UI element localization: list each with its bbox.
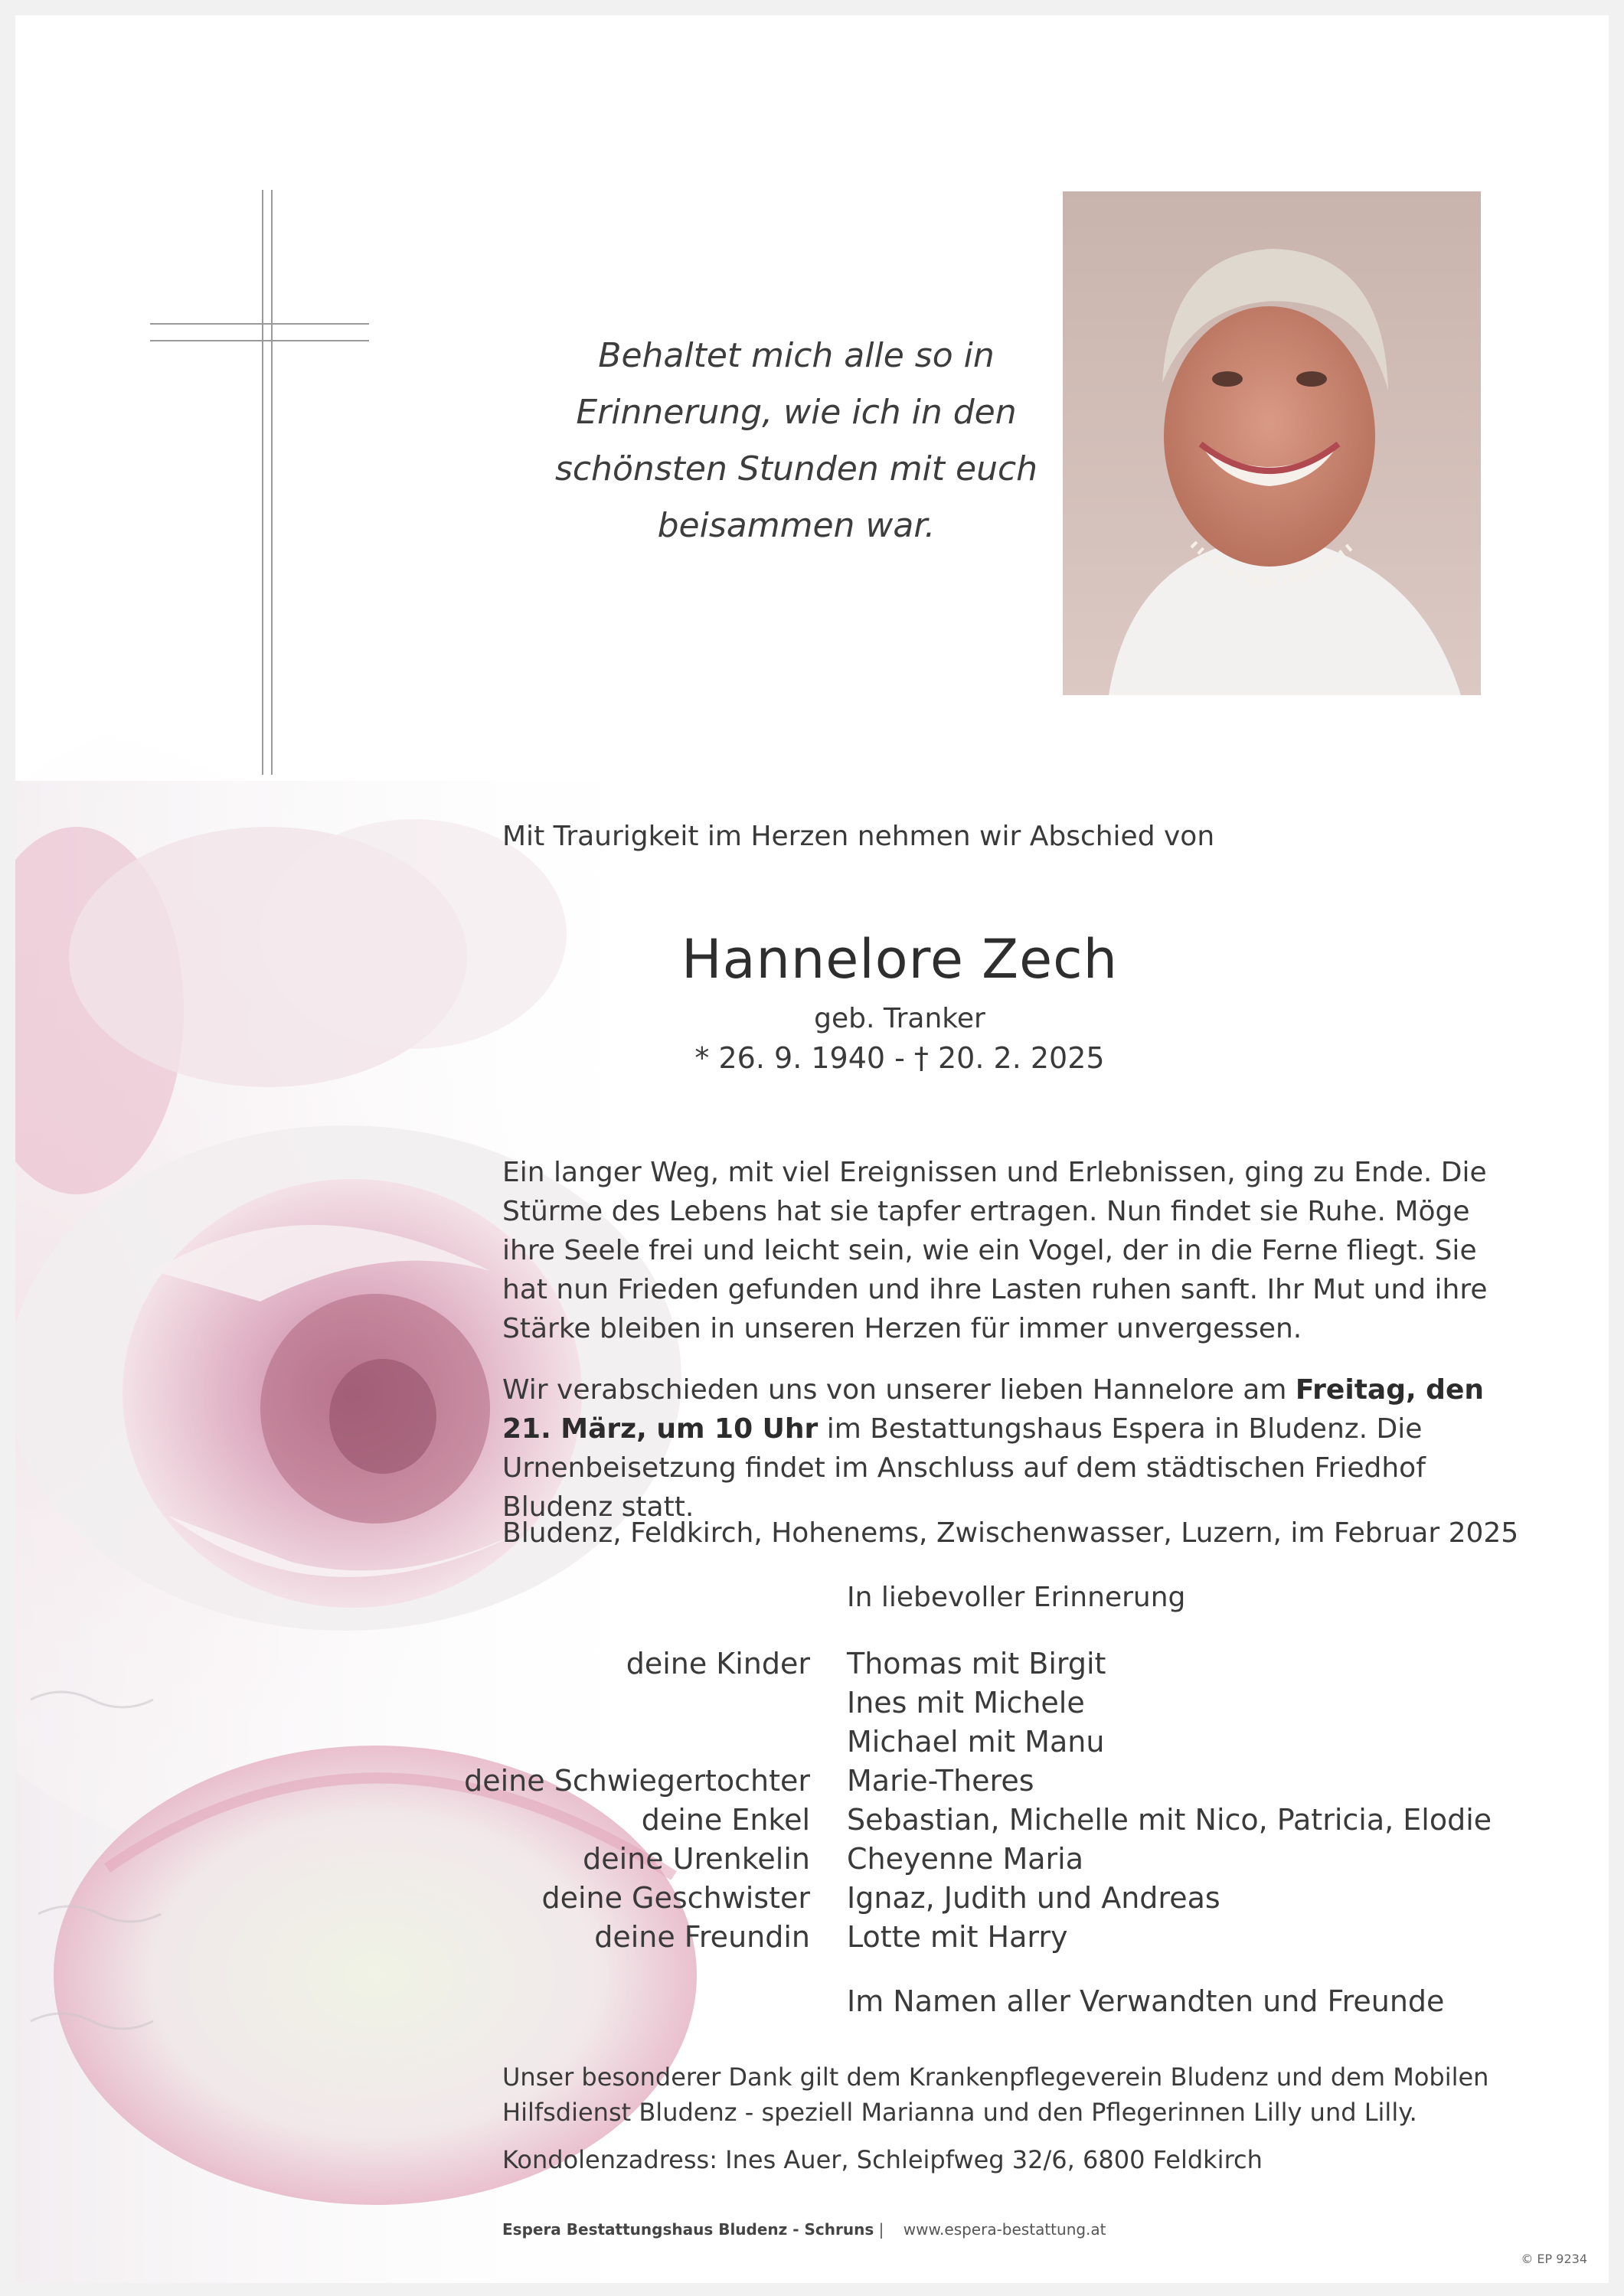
quote-line: Erinnerung, wie ich in den xyxy=(576,393,1017,432)
relative-name: Thomas mit Birgit xyxy=(847,1647,1106,1680)
relative-label xyxy=(444,1684,810,1723)
intro-text: Mit Traurigkeit im Herzen nehmen wir Abschied von xyxy=(502,821,1215,852)
relative-name: Sebastian, Michelle mit Nico, Patricia, Elodie xyxy=(847,1803,1492,1837)
memorial-quote xyxy=(505,328,1087,554)
life-dates: * 26. 9. 1940 - † 20. 2. 2025 xyxy=(694,1041,1105,1075)
footer xyxy=(502,2220,1106,2239)
document-code: © EP 9234 xyxy=(1521,2252,1587,2266)
obituary-sheet xyxy=(15,15,1609,2283)
relative-name: Ines mit Michele xyxy=(847,1686,1085,1720)
cross-icon-horizontal xyxy=(150,323,369,341)
funeral-info-paragraph xyxy=(502,1370,1528,1527)
footer-separator: | xyxy=(874,2220,903,2239)
funeral-date-time: Freitag, den 21. März, um 10 Uhr xyxy=(502,1374,1484,1445)
tribute-paragraph: Ein langer Weg, mit viel Ereignissen und Erlebnissen, ging zu Ende. Die Stürme des Lebens hat sie tapfer ertragen. Nun findet sie Ruhe. Möge ihre Seele frei und leicht sein, wie ein Vogel, der in die Ferne fliegt. Sie hat nun Frieden gefunden und ihre Lasten ruhen sanft. Ihr Mut und ihre Stärke bleiben in unseren Herzen für immer unvergessen. xyxy=(502,1157,1488,1344)
behalf-line: Im Namen aller Verwandten und Freunde xyxy=(847,1984,1445,2018)
relatives-labels xyxy=(444,1644,810,1957)
relative-label: deine Enkel xyxy=(641,1803,810,1837)
funeral-info-text: im Bestattungshaus Espera in Bludenz. Die Urnenbeisetzung findet im Anschluss auf dem städtischen Friedhof Bludenz statt. xyxy=(502,1413,1426,1523)
quote-line: schönsten Stunden mit euch xyxy=(554,449,1038,488)
relative-name: Cheyenne Maria xyxy=(847,1842,1084,1876)
relative-label: deine Urenkelin xyxy=(583,1842,810,1876)
funeral-info-text: Wir verabschieden uns von unserer lieben Hannelore am xyxy=(502,1374,1296,1406)
footer-company: Espera Bestattungshaus Bludenz - Schruns xyxy=(502,2220,874,2239)
relative-name: Marie-Theres xyxy=(847,1764,1034,1798)
relatives-names xyxy=(847,1644,1492,1957)
relative-name: Lotte mit Harry xyxy=(847,1920,1068,1954)
cross-icon-vertical xyxy=(262,190,273,775)
relative-name: Ignaz, Judith und Andreas xyxy=(847,1881,1220,1915)
footer-website: www.espera-bestattung.at xyxy=(903,2220,1106,2239)
birth-name: geb. Tranker xyxy=(814,1003,985,1034)
portrait-photo xyxy=(1063,191,1481,695)
memory-line: In liebevoller Erinnerung xyxy=(847,1582,1186,1613)
thanks-text: Unser besonderer Dank gilt dem Krankenpflegeverein Bludenz und dem Mobilen Hilfsdienst Bludenz - speziell Marianna und den Pflegerinnen Lilly und Lilly. xyxy=(502,2062,1489,2127)
quote-line: Behaltet mich alle so in xyxy=(598,336,995,375)
relative-name: Michael mit Manu xyxy=(847,1725,1105,1759)
condolence-address: Kondolenzadress: Ines Auer, Schleipfweg 32/6, 6800 Feldkirch xyxy=(502,2145,1263,2174)
relative-label: deine Geschwister xyxy=(541,1881,810,1915)
deceased-name: Hannelore Zech xyxy=(681,928,1119,991)
quote-line: beisammen war. xyxy=(657,506,936,545)
relative-label: deine Schwiegertochter xyxy=(464,1764,810,1798)
place-date: Bludenz, Feldkirch, Hohenems, Zwischenwasser, Luzern, im Februar 2025 xyxy=(502,1517,1519,1549)
relative-label: deine Kinder xyxy=(626,1647,810,1680)
relative-label: deine Freundin xyxy=(594,1920,810,1954)
relative-label xyxy=(444,1723,810,1762)
